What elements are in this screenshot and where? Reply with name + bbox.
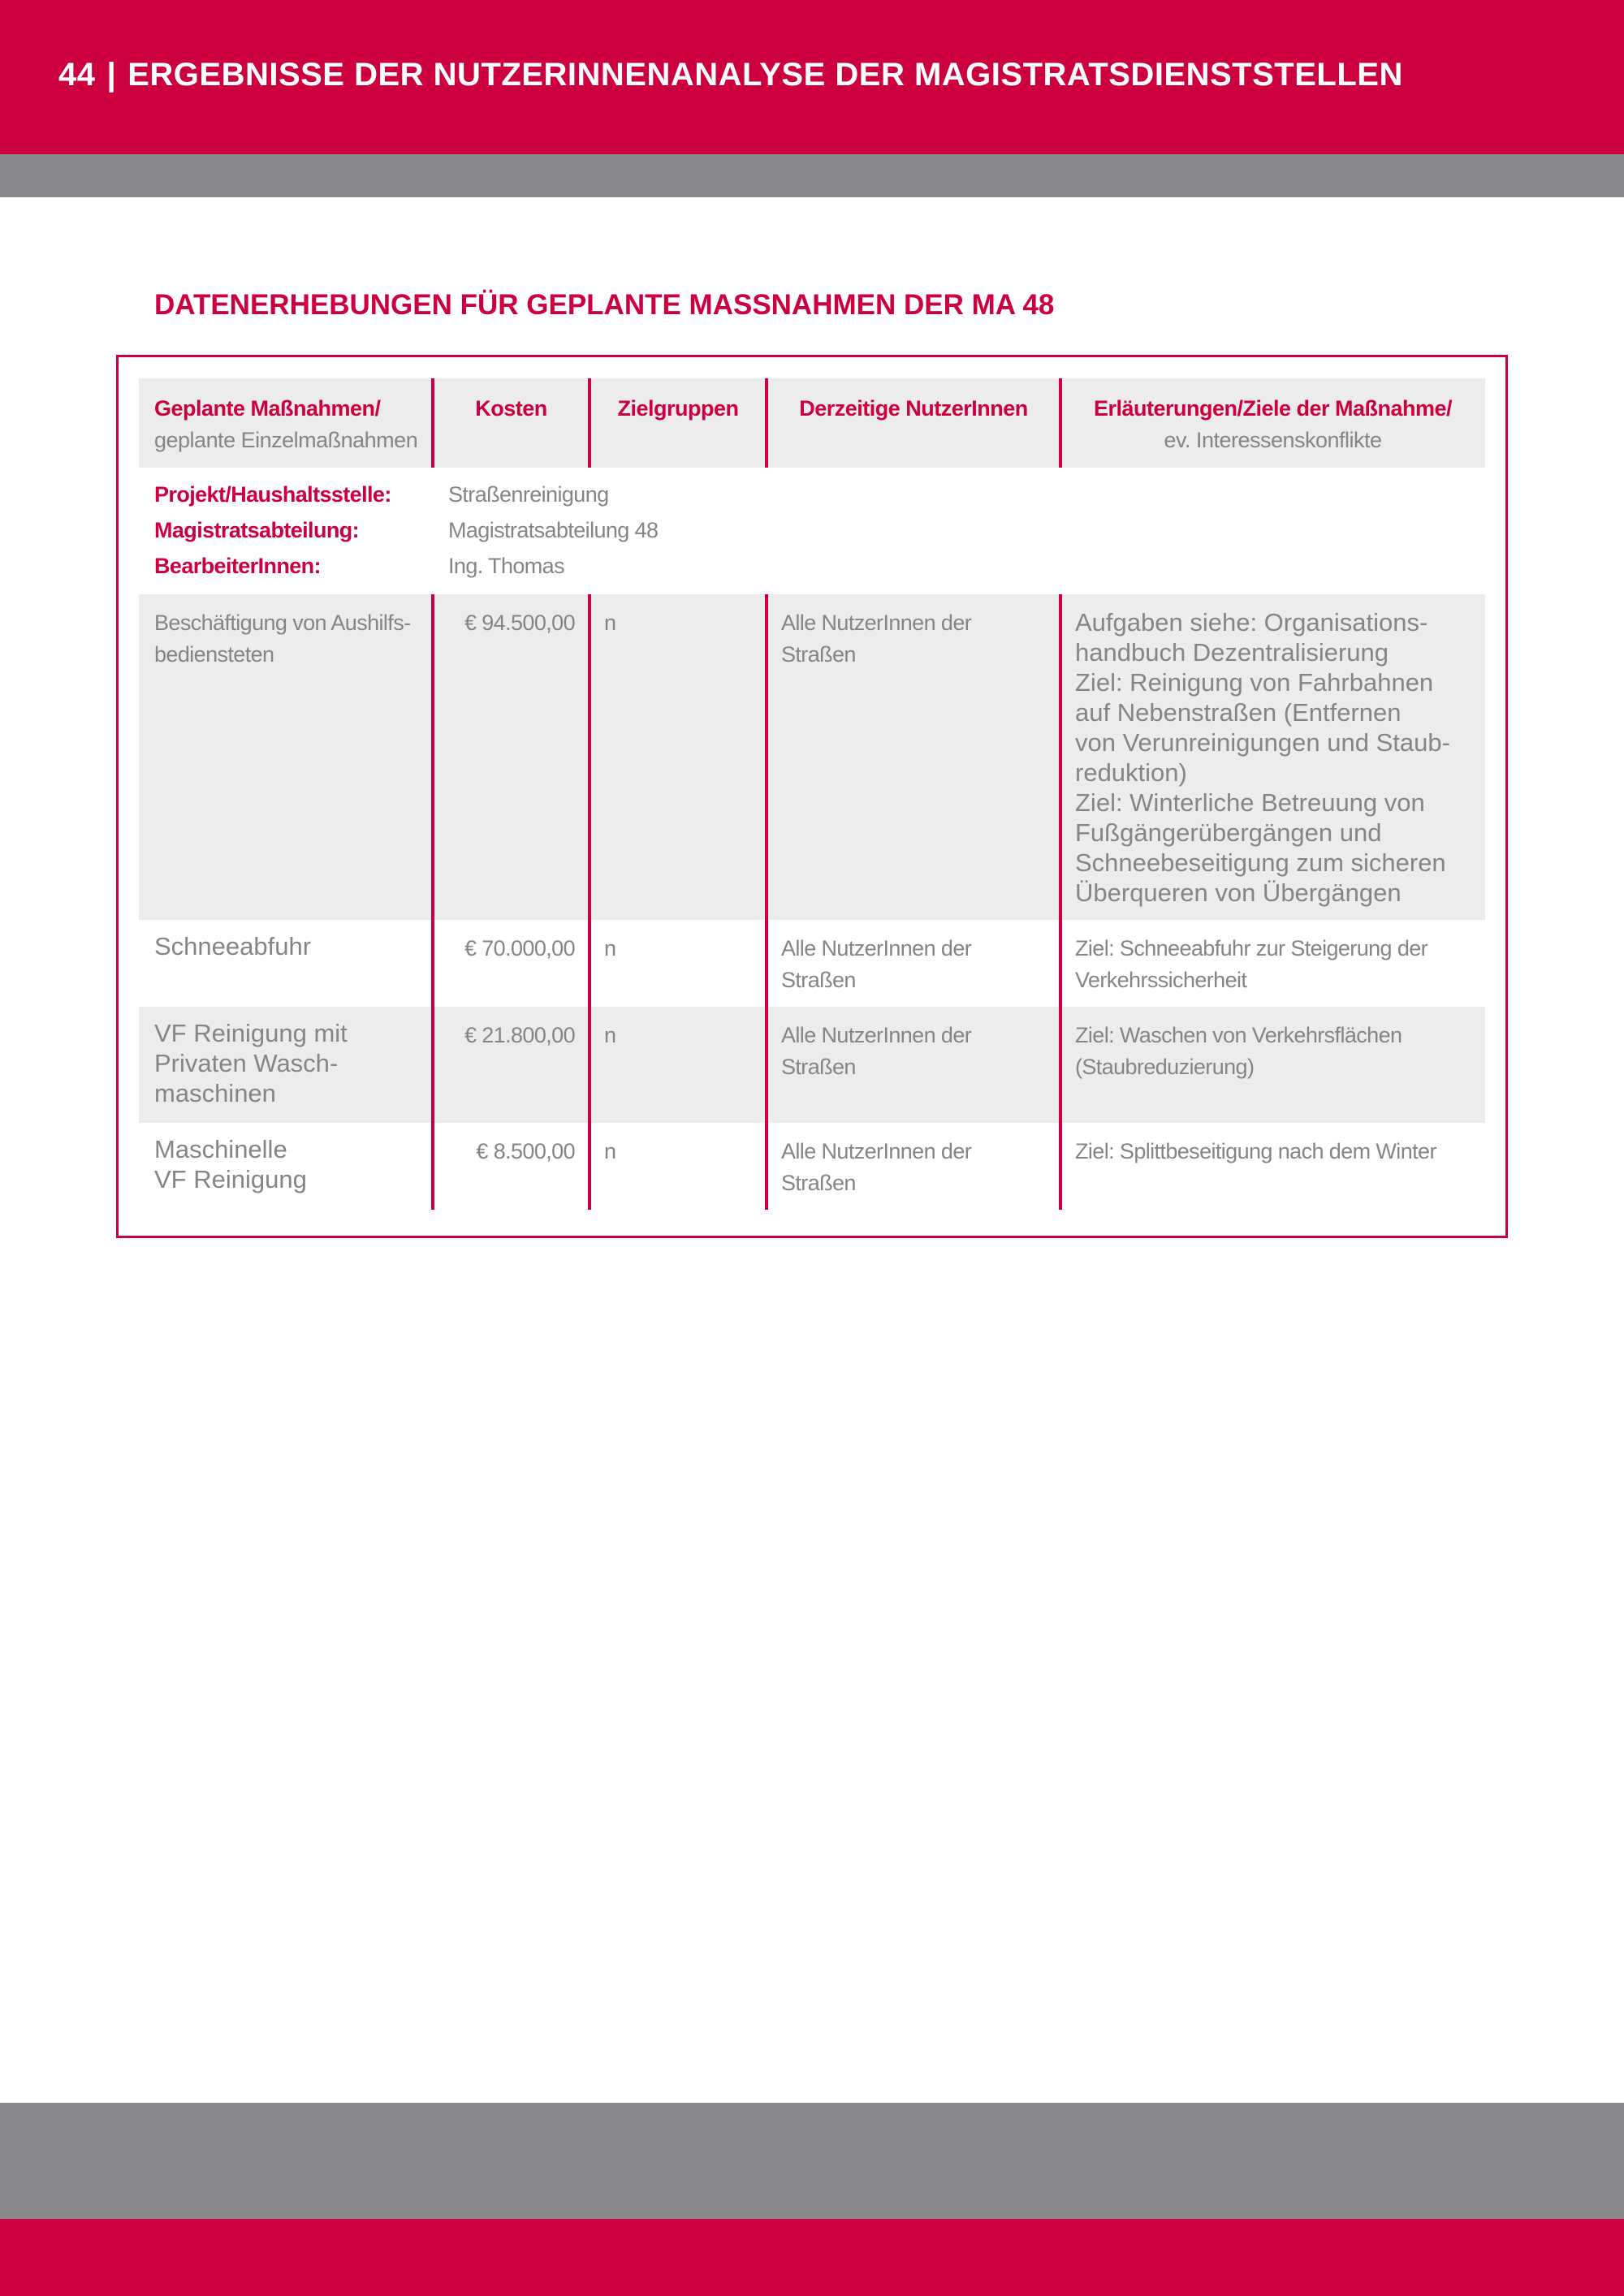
col-header-massnahmen-title: Geplante Maßnahmen/: [154, 396, 381, 421]
cell-massnahme: [139, 607, 433, 671]
column-divider: [431, 594, 434, 1210]
meta-abteilung-value: Magistratsabteilung 48: [448, 518, 659, 542]
cell-nutzer-line: Alle NutzerInnen der: [781, 1023, 972, 1047]
footer-grey-band: [0, 2103, 1624, 2219]
cell-erlaeuterung-line: Verkehrssicherheit: [1075, 968, 1247, 992]
cell-erlaeuterung-line: Ziel: Reinigung von Fahrbahnen: [1075, 668, 1434, 697]
cell-massnahme: [139, 1018, 433, 1108]
cell-massnahme-line: VF Reinigung mit: [154, 1019, 348, 1047]
cell-erlaeuterung-line: Ziel: Waschen von Verkehrsflächen: [1075, 1023, 1402, 1047]
header-separator: |: [106, 57, 117, 93]
cell-nutzer: [767, 1020, 1060, 1083]
cell-zielgruppe: n: [604, 611, 616, 635]
cell-nutzer-line: Alle NutzerInnen der: [781, 936, 972, 960]
cell-erlaeuterung-line: Ziel: Splittbeseitigung nach dem Winter: [1075, 1139, 1436, 1163]
footer-band: [0, 2219, 1624, 2296]
page-header-title: ERGEBNISSE DER NUTZERINNENANALYSE DER MAGISTRATSDIENSTSTELLEN: [127, 57, 1403, 93]
cell-nutzer-line: Straßen: [781, 1171, 856, 1195]
cell-massnahme-line: Maschinelle: [154, 1135, 287, 1163]
cell-erlaeuterung-line: Aufgaben siehe: Organisations-: [1075, 608, 1428, 637]
cell-kosten: € 70.000,00: [464, 936, 575, 960]
cell-erlaeuterung-line: reduktion): [1075, 758, 1187, 787]
project-meta: [139, 468, 1485, 602]
cell-nutzer-line: Straßen: [781, 1055, 856, 1079]
col-header-zielgruppen: Zielgruppen: [617, 396, 739, 421]
column-divider: [588, 594, 591, 1210]
cell-erlaeuterung-line: Ziel: Schneeabfuhr zur Steigerung der: [1075, 936, 1428, 960]
section-title: DATENERHEBUNGEN FÜR GEPLANTE MASSNAHMEN DER MA 48: [154, 289, 1055, 321]
col-header-erlaeuterungen-title: Erläuterungen/Ziele der Maßnahme/: [1093, 396, 1453, 421]
cell-erlaeuterung-line: handbuch Dezentralisierung: [1075, 638, 1389, 667]
meta-bearbeiter-value: Ing. Thomas: [448, 554, 564, 578]
column-divider: [765, 594, 768, 1210]
cell-erlaeuterung-line: Fußgängerübergängen und: [1075, 818, 1382, 847]
cell-kosten: € 21.800,00: [464, 1023, 575, 1047]
page-number: 44: [58, 57, 96, 93]
table-row: [139, 1123, 1485, 1210]
cell-massnahme: [139, 1134, 433, 1194]
column-divider: [1059, 378, 1062, 468]
col-header-massnahmen: [139, 393, 433, 456]
cell-erlaeuterung-line: (Staubreduzierung): [1075, 1055, 1255, 1079]
cell-nutzer: [767, 933, 1060, 996]
cell-kosten: € 8.500,00: [476, 1139, 575, 1163]
cell-zielgruppe: n: [604, 936, 616, 960]
cell-nutzer-line: Straßen: [781, 642, 856, 667]
cell-massnahme-line: Schneeabfuhr: [154, 932, 312, 960]
col-header-kosten: Kosten: [475, 396, 547, 421]
col-header-erlaeuterungen-subtitle: ev. Interessenskonflikte: [1164, 428, 1382, 452]
cell-erlaeuterung: [1060, 1020, 1485, 1083]
cell-zielgruppe: n: [604, 1023, 616, 1047]
col-header-erlaeuterungen: [1060, 393, 1485, 456]
cell-massnahme-line: VF Reinigung: [154, 1165, 307, 1193]
cell-massnahme: [139, 931, 433, 961]
table-row: [139, 920, 1485, 1007]
column-divider: [588, 378, 591, 468]
col-header-nutzer: Derzeitige NutzerInnen: [799, 396, 1028, 421]
cell-erlaeuterung-line: von Verunreinigungen und Staub-: [1075, 728, 1450, 757]
table-header-row: [139, 378, 1485, 468]
cell-nutzer-line: Straßen: [781, 968, 856, 992]
cell-erlaeuterung: [1060, 933, 1485, 996]
col-header-massnahmen-subtitle: geplante Einzelmaßnahmen: [154, 428, 418, 452]
cell-nutzer: [767, 1136, 1060, 1199]
meta-projekt-label: Projekt/Haushaltsstelle:: [154, 482, 391, 507]
cell-erlaeuterung-line: Ziel: Winterliche Betreuung von: [1075, 788, 1425, 817]
table-row: [139, 594, 1485, 920]
cell-massnahme-line: bediensteten: [154, 642, 274, 667]
cell-nutzer-line: Alle NutzerInnen der: [781, 1139, 972, 1163]
cell-nutzer: [767, 607, 1060, 671]
meta-abteilung-label: Magistratsabteilung:: [154, 518, 360, 542]
column-divider: [765, 378, 768, 468]
cell-zielgruppe: n: [604, 1139, 616, 1163]
cell-erlaeuterung-line: Schneebeseitigung zum sicheren: [1075, 848, 1446, 877]
cell-erlaeuterung-line: auf Nebenstraßen (Entfernen: [1075, 698, 1402, 727]
column-divider: [1059, 594, 1062, 1210]
meta-bearbeiter-label: BearbeiterInnen:: [154, 554, 321, 578]
column-divider: [431, 378, 434, 468]
cell-massnahme-line: Beschäftigung von Aushilfs-: [154, 611, 411, 635]
cell-massnahme-line: maschinen: [154, 1079, 276, 1107]
cell-nutzer-line: Alle NutzerInnen der: [781, 611, 972, 635]
cell-erlaeuterung: [1060, 1136, 1485, 1167]
cell-kosten: € 94.500,00: [464, 611, 575, 635]
meta-projekt-value: Straßenreinigung: [448, 482, 609, 507]
table-row: [139, 1007, 1485, 1123]
cell-erlaeuterung-line: Überqueren von Übergängen: [1075, 878, 1402, 907]
page-header: [58, 57, 1403, 93]
header-grey-band: [0, 154, 1624, 197]
cell-erlaeuterung: [1060, 607, 1485, 908]
cell-massnahme-line: Privaten Wasch-: [154, 1049, 339, 1077]
